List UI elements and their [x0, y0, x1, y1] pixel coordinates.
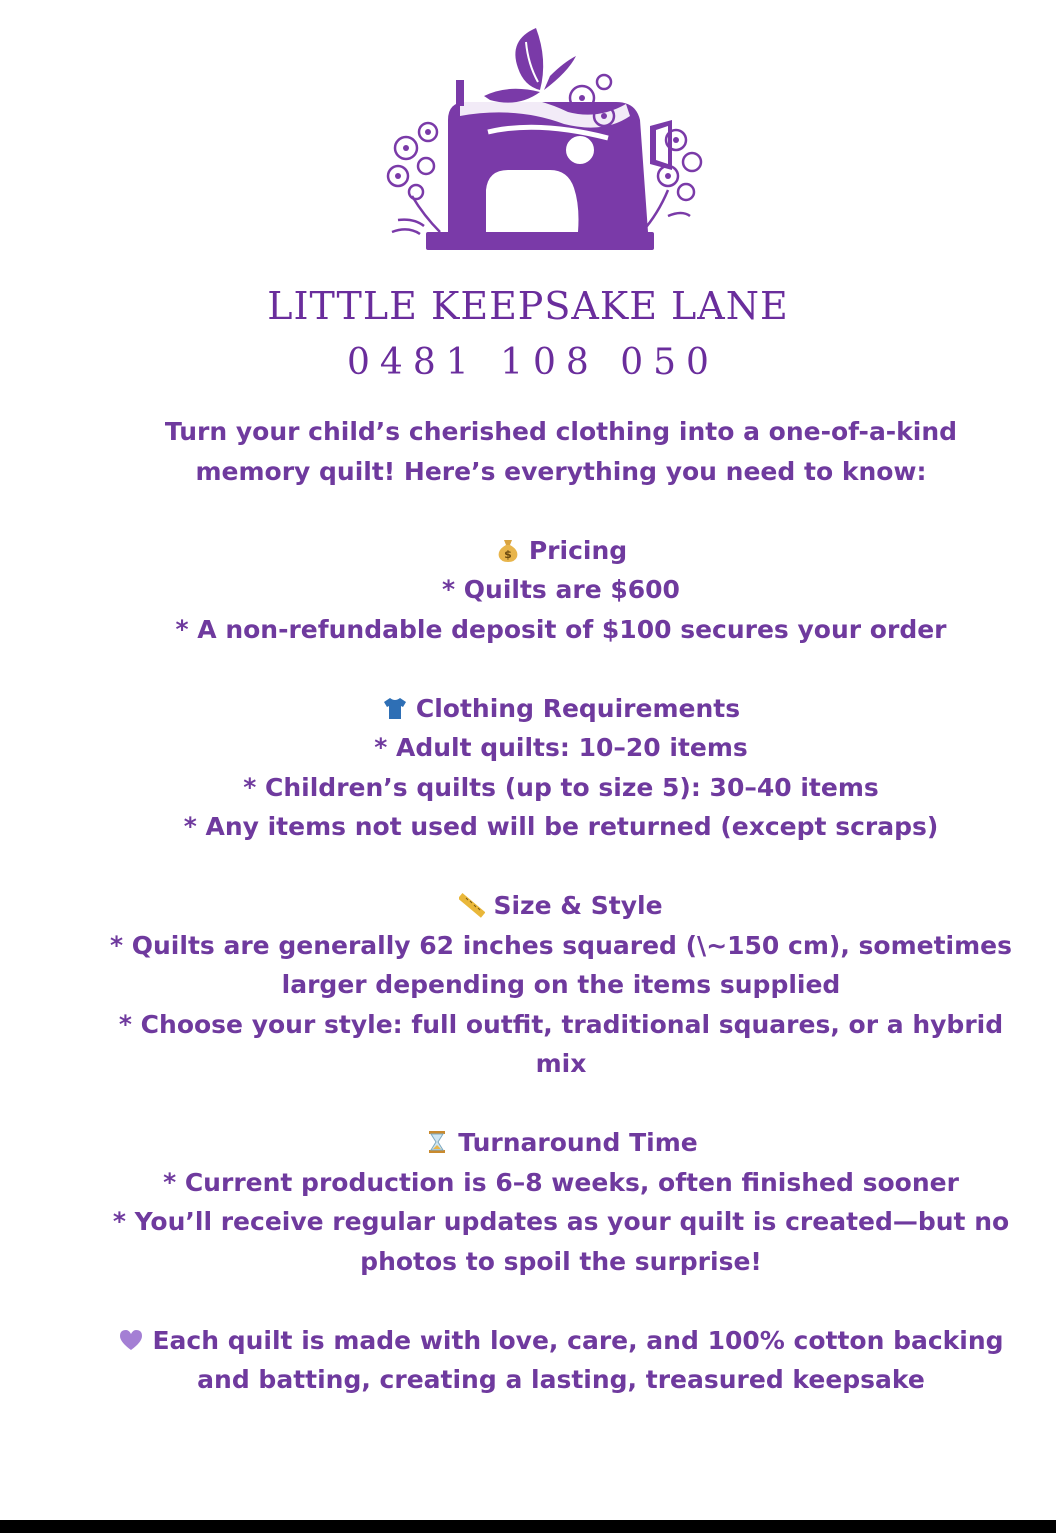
brand-name: LITTLE KEEPSAKE LANE: [267, 284, 789, 328]
clothing-item: * Adult quilts: 10–20 items: [374, 733, 748, 762]
size-item: * Choose your style: full outfit, traditional squares, or a hybrid: [118, 1009, 1004, 1039]
clothing-heading: Clothing Requirements: [105, 689, 1017, 729]
brand-phone: 0481 108 050: [347, 342, 719, 383]
closing-line: Each quilt is made with love, care, and 100% cotton backing: [105, 1321, 1017, 1361]
size-heading: Size & Style: [105, 886, 1017, 926]
bottom-bar: [0, 1520, 1056, 1533]
sewing-machine-logo-icon: [368, 20, 712, 256]
clothing-item: * Any items not used will be returned (except scraps): [183, 812, 939, 841]
turnaround-heading: Turnaround Time: [105, 1123, 1017, 1163]
closing-line: and batting, creating a lasting, treasured keepsake: [197, 1365, 925, 1394]
intro-line: memory quilt! Here’s everything you need to know:: [195, 456, 927, 486]
pricing-heading: $ Pricing: [105, 531, 1017, 571]
intro-line: Turn your child’s cherished clothing into a one-of-a-kind: [164, 417, 958, 446]
purple-heart-icon: [118, 1327, 144, 1353]
pricing-item: * A non-refundable deposit of $100 secures your order: [175, 614, 947, 644]
tshirt-icon: [382, 695, 408, 721]
clothing-item: * Children’s quilts (up to size 5): 30–40 items: [243, 772, 879, 802]
svg-text:$: $: [504, 547, 512, 561]
size-item: * Quilts are generally 62 inches squared (\~150 cm), sometimes: [109, 930, 1012, 960]
size-item: mix: [535, 1049, 587, 1078]
ruler-icon: [459, 892, 485, 918]
pricing-item: * Quilts are $600: [442, 575, 680, 604]
turnaround-item: photos to spoil the surprise!: [360, 1246, 762, 1276]
money-bag-icon: [495, 537, 521, 563]
size-item: larger depending on the items supplied: [281, 970, 841, 999]
turnaround-item: * Current production is 6–8 weeks, often finished sooner: [163, 1167, 959, 1197]
turnaround-item: * You’ll receive regular updates as your quilt is created—but no: [112, 1207, 1010, 1236]
info-content: [105, 412, 1017, 1400]
hourglass-icon: [424, 1129, 450, 1155]
